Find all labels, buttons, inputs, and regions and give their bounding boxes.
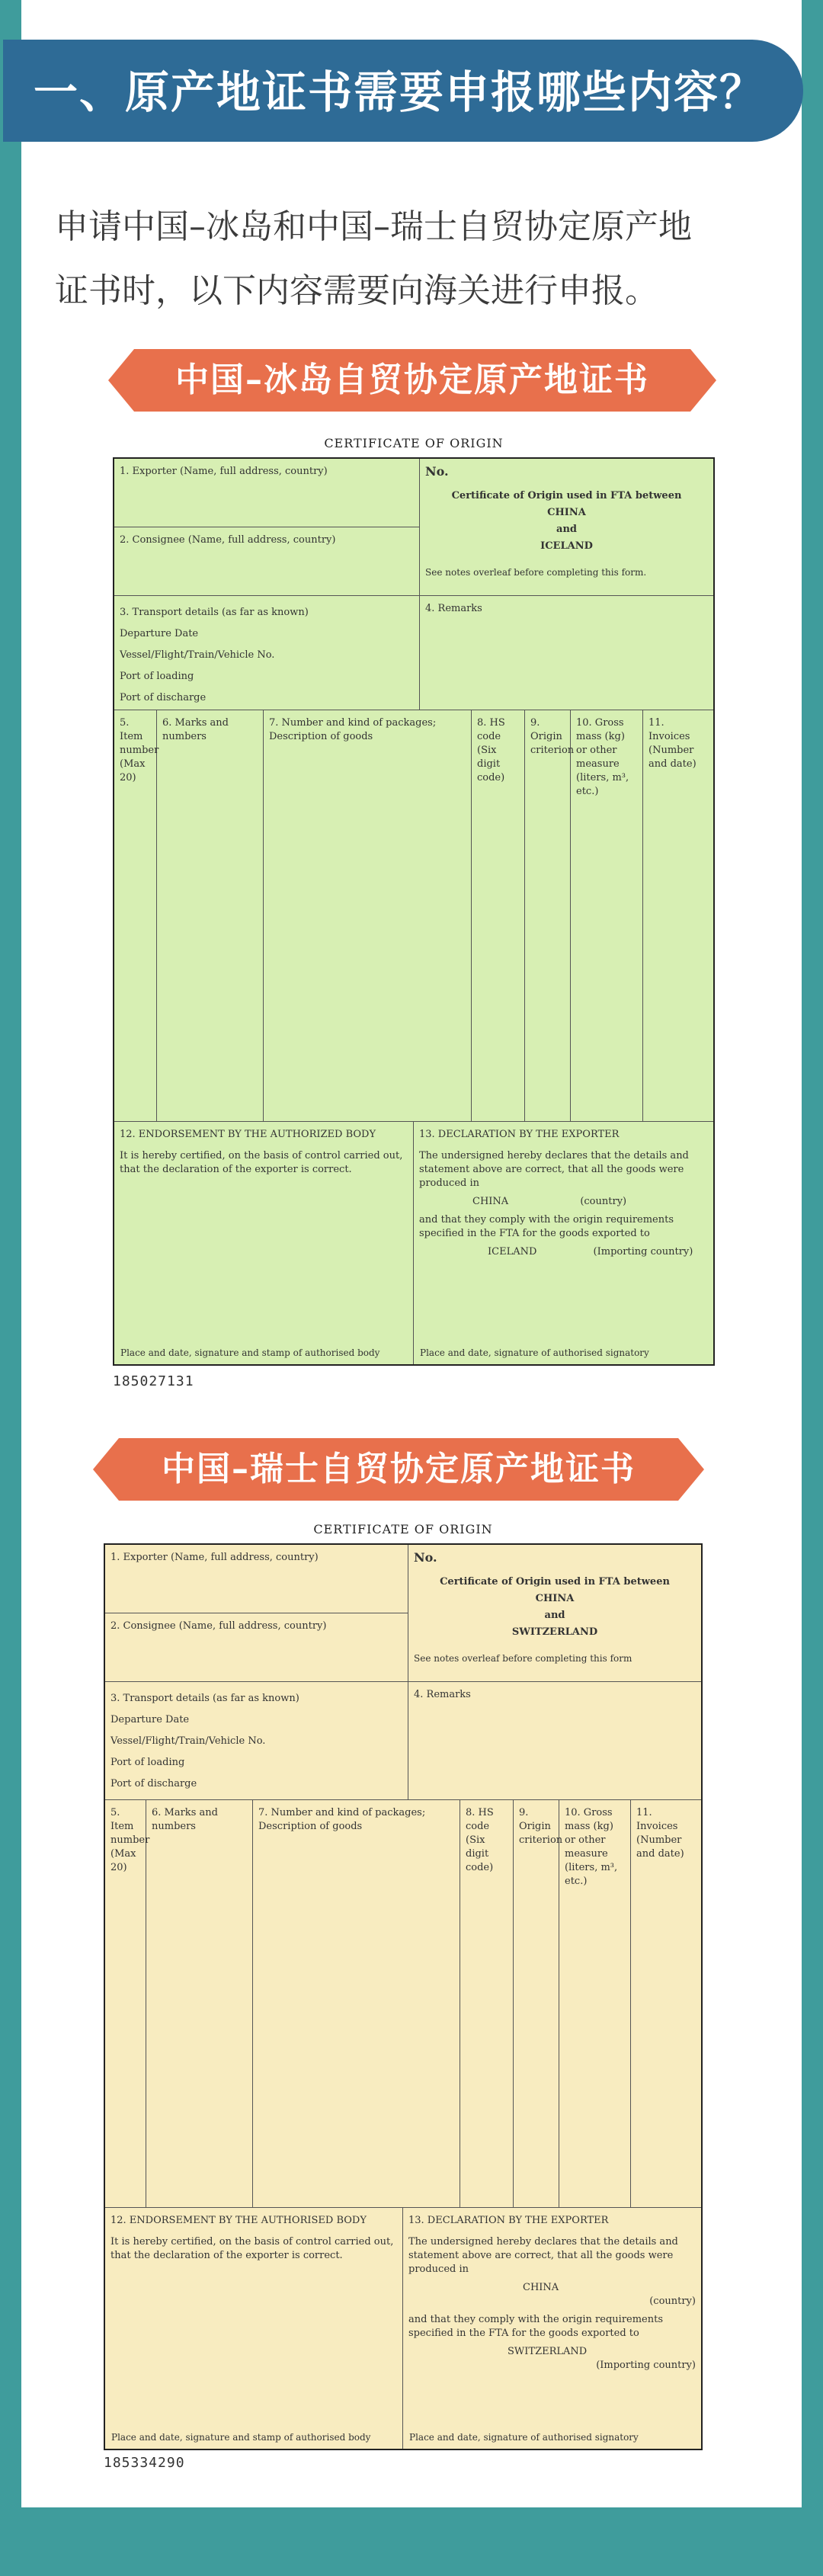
ribbon-china-switzerland — [119, 1438, 678, 1501]
fta-country-2: ICELAND — [540, 540, 593, 552]
certificate-china-iceland — [113, 436, 715, 1389]
certificate-form — [113, 457, 715, 1366]
port-discharge-label: Port of discharge — [110, 1778, 197, 1789]
endorsement-title: 12. ENDORSEMENT BY THE AUTHORISED BODY — [110, 2215, 367, 2226]
col-item-number-label: 5. Item number (Max 20) — [110, 1807, 150, 1873]
transport-label: 3. Transport details (as far as known) — [110, 1693, 299, 1704]
fta-country-2: SWITZERLAND — [511, 1626, 598, 1638]
declaration-country: CHINA — [472, 1196, 509, 1207]
declaration-title: 13. DECLARATION BY THE EXPORTER — [419, 1129, 620, 1140]
col-item-number — [114, 710, 157, 1122]
col-origin-criterion-label: 9. Origin criterion — [530, 717, 575, 756]
fta-title-box — [408, 1545, 701, 1682]
col-description-label: 7. Number and kind of packages; Description of goods — [258, 1807, 426, 1832]
declaration-text: The undersigned hereby declares that the details and statement above are correct, that all the goods were produced in — [408, 2236, 678, 2275]
col-item-number — [105, 1800, 150, 2208]
see-notes: See notes overleaf before completing this form. — [425, 567, 647, 578]
fta-country-1: CHINA — [547, 507, 586, 518]
endorsement-box — [114, 1122, 414, 1364]
intro-line-2: 证书时，以下内容需要向海关进行申报。 — [55, 271, 658, 310]
serial-number: 185334290 — [104, 2455, 185, 2471]
col-invoices-label: 11. Invoices (Number and date) — [636, 1807, 684, 1860]
col-hs-code — [460, 1800, 514, 2208]
declaration-country-label: (country) — [580, 1196, 627, 1207]
consignee-box — [114, 527, 420, 596]
declaration-text-2: and that they comply with the origin requirements specified in the FTA for the goods exported to — [419, 1214, 674, 1239]
transport-box — [105, 1682, 408, 1800]
port-discharge-label: Port of discharge — [120, 692, 207, 703]
certificate-form — [104, 1543, 703, 2450]
consignee-box — [105, 1613, 408, 1682]
section-title: 一、原产地证书需要申报哪些内容？ — [34, 66, 766, 118]
endorsement-text: It is hereby certified, on the basis of control carried out, that the declaration of the exporter is correct. — [110, 2236, 394, 2261]
endorsement-signature: Place and date, signature and stamp of authorised body — [120, 1347, 380, 1358]
exporter-label: 1. Exporter (Name, full address, country) — [120, 466, 328, 477]
declaration-country-label: (country) — [649, 2296, 696, 2307]
exporter-box — [105, 1545, 408, 1613]
endorsement-signature: Place and date, signature and stamp of authorised body — [111, 2432, 371, 2443]
ribbon-label: 中国–冰岛自贸协定原产地证书 — [175, 360, 649, 399]
declaration-country: CHINA — [523, 2282, 559, 2293]
certificate-number-label: No. — [425, 464, 449, 479]
transport-box — [114, 596, 420, 710]
endorsement-text: It is hereby certified, on the basis of control carried out, that the declaration of the exporter is correct. — [120, 1150, 403, 1175]
declaration-box — [414, 1122, 713, 1364]
col-description — [253, 1800, 460, 2208]
col-invoices — [631, 1800, 701, 2208]
fta-and: and — [556, 524, 577, 535]
col-description-label: 7. Number and kind of packages; Description of goods — [269, 717, 437, 742]
departure-label: Departure Date — [120, 628, 199, 639]
certificate-title: CERTIFICATE OF ORIGIN — [324, 436, 504, 450]
endorsement-title: 12. ENDORSEMENT BY THE AUTHORIZED BODY — [120, 1129, 376, 1140]
section-header — [3, 40, 803, 142]
fta-title: Certificate of Origin used in FTA between — [440, 1576, 670, 1588]
port-loading-label: Port of loading — [120, 671, 194, 682]
intro-paragraph — [55, 195, 779, 323]
col-gross-mass — [559, 1800, 631, 2208]
intro-line-1: 申请中国–冰岛和中国–瑞士自贸协定原产地 — [55, 207, 692, 246]
remarks-label: 4. Remarks — [414, 1689, 471, 1700]
fta-and: and — [544, 1610, 565, 1621]
col-marks-label: 6. Marks and numbers — [162, 717, 229, 742]
col-hs-code-label: 8. HS code (Six digit code) — [477, 717, 505, 783]
declaration-text-2: and that they comply with the origin requirements specified in the FTA for the goods exported to — [408, 2314, 664, 2339]
col-origin-criterion — [525, 710, 575, 1122]
certificate-china-switzerland — [104, 1522, 703, 2471]
col-invoices-label: 11. Invoices (Number and date) — [648, 717, 697, 770]
vessel-label: Vessel/Flight/Train/Vehicle No. — [110, 1735, 266, 1747]
declaration-import-country: ICELAND — [488, 1246, 537, 1258]
certificate-title: CERTIFICATE OF ORIGIN — [313, 1522, 493, 1536]
col-origin-criterion — [514, 1800, 563, 2208]
declaration-signature: Place and date, signature of authorised signatory — [409, 2432, 639, 2443]
see-notes: See notes overleaf before completing this form — [414, 1653, 632, 1664]
transport-label: 3. Transport details (as far as known) — [120, 607, 309, 618]
col-gross-mass-label: 10. Gross mass (kg) or other measure (liters, m³, etc.) — [565, 1807, 618, 1887]
col-origin-criterion-label: 9. Origin criterion — [519, 1807, 563, 1846]
exporter-label: 1. Exporter (Name, full address, country) — [110, 1552, 319, 1563]
declaration-import-label: (Importing country) — [593, 1246, 693, 1258]
ribbon-china-iceland — [134, 349, 690, 412]
col-gross-mass — [571, 710, 643, 1122]
consignee-label: 2. Consignee (Name, full address, country) — [120, 534, 336, 546]
departure-label: Departure Date — [110, 1714, 190, 1725]
col-gross-mass-label: 10. Gross mass (kg) or other measure (liters, m³, etc.) — [576, 717, 629, 797]
remarks-label: 4. Remarks — [425, 603, 482, 614]
endorsement-box — [105, 2208, 403, 2449]
declaration-signature: Place and date, signature of authorised signatory — [420, 1347, 649, 1358]
col-marks — [157, 710, 264, 1122]
col-hs-code — [472, 710, 525, 1122]
declaration-box — [403, 2208, 701, 2449]
remarks-box — [408, 1682, 701, 1800]
remarks-box — [420, 596, 713, 710]
consignee-label: 2. Consignee (Name, full address, country) — [110, 1620, 327, 1632]
col-item-number-label: 5. Item number (Max 20) — [120, 717, 159, 783]
fta-country-1: CHINA — [535, 1593, 575, 1604]
port-loading-label: Port of loading — [110, 1757, 185, 1768]
declaration-text: The undersigned hereby declares that the details and statement above are correct, that all the goods were produced in — [419, 1150, 689, 1189]
declaration-import-country: SWITZERLAND — [508, 2346, 588, 2357]
certificate-number-label: No. — [414, 1550, 437, 1565]
serial-number: 185027131 — [113, 1373, 194, 1389]
fta-title: Certificate of Origin used in FTA between — [451, 490, 682, 501]
col-description — [264, 710, 472, 1122]
vessel-label: Vessel/Flight/Train/Vehicle No. — [120, 649, 275, 661]
declaration-title: 13. DECLARATION BY THE EXPORTER — [408, 2215, 609, 2226]
col-hs-code-label: 8. HS code (Six digit code) — [466, 1807, 494, 1873]
exporter-box — [114, 459, 420, 527]
ribbon-label: 中国–瑞士自贸协定原产地证书 — [162, 1450, 636, 1488]
col-invoices — [643, 710, 713, 1122]
col-marks-label: 6. Marks and numbers — [152, 1807, 218, 1832]
fta-title-box — [420, 459, 713, 596]
col-marks — [146, 1800, 253, 2208]
declaration-import-label: (Importing country) — [596, 2360, 696, 2371]
